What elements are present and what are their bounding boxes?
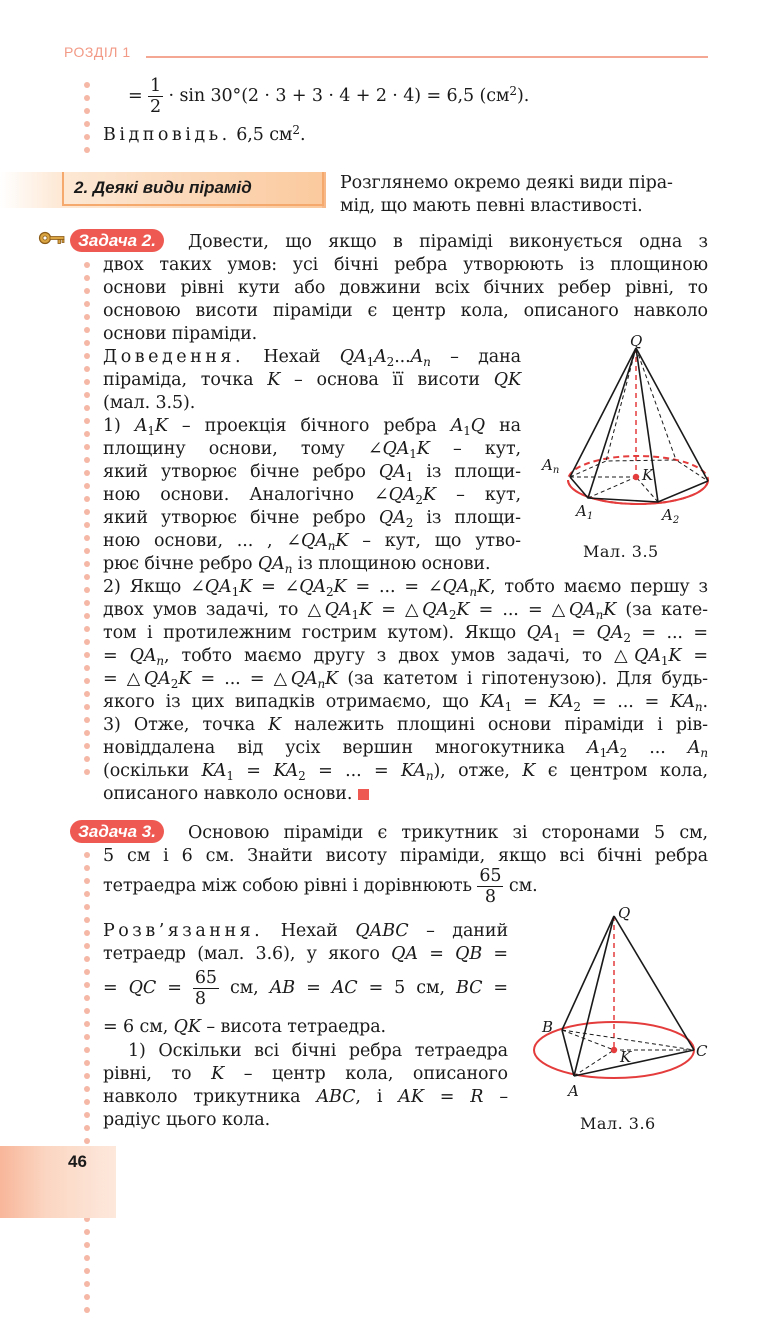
proof-line: = $QA_n$, тобто маємо другу з двох умов задачі, то $\triangle QA_1K$ = [103, 646, 708, 668]
pyramid-figure-3-5 [530, 330, 720, 530]
vertex-label-b: B [542, 1018, 554, 1036]
prev-answer: Відповідь. 6,5 $см^2$. [103, 123, 306, 145]
proof-line: ною основи, ... , $\angle QA_nK$ – кут, що утво- [103, 531, 521, 553]
solution-line: тетраедр (мал. 3.6), у якого QA = QB = [103, 944, 508, 964]
solution-line: = 6 см, QK – висота тетраедра. [103, 1017, 386, 1037]
proof-line: якого із цих випадків отримаємо, що $KA_1 = KA_2$ = ... = $KA_n$. [103, 692, 708, 714]
margin-dots [84, 852, 92, 1320]
vertex-label-a1: $A_1$ [576, 502, 594, 522]
vertex-label-an: $A_n$ [542, 456, 560, 476]
solution-line: рівні, то K – центр кола, описаного [103, 1064, 508, 1084]
figure-caption: Мал. 3.6 [580, 1114, 656, 1133]
solution-line: навколо трикутника ABC, і AK = R – [103, 1087, 508, 1107]
task2-statement-line: основи піраміди. [103, 324, 258, 344]
proof-line: (оскільки $KA_1 = KA_2$ = ... = $KA_n$), отже, K є центром кола, [103, 761, 708, 783]
prev-equation: = $\frac{1}{2}$ · sin 30°(2 · 3 + 3 · 4 + 2 · 4) = 6,5 $(см^2)$. [128, 76, 530, 117]
proof-line: новіддалена від усіх вершин многокутника $A_1A_2$ ... $A_n$ [103, 738, 708, 760]
task3-statement-line: тетраедра між собою рівні і дорівнюють $\frac{65}{8}$ см. [103, 866, 538, 907]
solution-line: радіус цього кола. [103, 1110, 271, 1130]
proof-line: 3) Отже, точка K належить площині основи піраміди і рів- [103, 715, 708, 735]
proof-line: = $\triangle QA_2K$ = ... = $\triangle QA_nK$ (за катетом і гіпотенузою). Для будь- [103, 669, 708, 691]
task3-badge: Задача 3. [70, 821, 164, 843]
task2-badge: Задача 2. [70, 230, 164, 252]
proof-line: 1) $A_1K$ – проекція бічного ребра $A_1Q$ на [103, 416, 521, 438]
key-icon [38, 228, 66, 248]
solution-line: 1) Оскільки всі бічні ребра тетраедра [128, 1041, 508, 1061]
vertex-label-k: K [642, 466, 654, 484]
proof-line: 2) Якщо $\angle QA_1K$ = $\angle QA_2K$ = ... = $\angle QA_nK$, тобто маємо першу з [103, 577, 709, 599]
task2-statement-line: основою висоти піраміди є центр кола, описаного навколо [103, 301, 708, 321]
vertex-label-a: A [568, 1082, 579, 1100]
chapter-label: РОЗДІЛ 1 [64, 44, 131, 60]
proof-line: який утворює бічне ребро $QA_2$ із площи- [103, 508, 521, 530]
task2-statement-line: основи рівні кути або довжини всіх бічних ребер рівні, то [103, 278, 708, 298]
task2-statement-line: двох таких умов: усі бічні ребра утворюють із площиною [103, 255, 708, 275]
page-number: 46 [68, 1152, 87, 1171]
end-of-proof-mark [358, 789, 369, 800]
proof-line: двох умов задачі, то $\triangle QA_1K$ = $\triangle QA_2K$ = ... = $\triangle QA_nK$ (за кате- [103, 600, 708, 622]
proof-line: піраміда, точка K – основа її висоти QK [103, 370, 522, 390]
solution-line: = QC = $\frac{65}{8}$ см, AB = AC = 5 см, BC = [103, 968, 508, 1009]
vertex-label-c: C [696, 1042, 708, 1060]
figure-caption: Мал. 3.5 [583, 542, 659, 561]
section-intro-line: мід, що мають певні властивості. [340, 196, 643, 216]
page-corner-block [0, 1146, 116, 1218]
vertex-label-q: Q [618, 904, 631, 922]
header-rule [146, 56, 708, 58]
proof-line: рює бічне ребро $QA_n$ із площиною основи. [103, 554, 491, 576]
proof-line: описаного навколо основи. [103, 783, 369, 806]
task3-statement-line: 5 см і 6 см. Знайти висоту піраміди, якщо всі бічні ребра [103, 846, 708, 866]
margin-dots [84, 262, 92, 782]
task3-statement-line: Основою піраміди є трикутник зі сторонами 5 см, [188, 823, 708, 843]
proof-line: том і протилежним гострим кутом). Якщо $QA_1 = QA_2$ = ... = [103, 623, 708, 645]
proof-line: який утворює бічне ребро $QA_1$ із площи- [103, 462, 521, 484]
section-title: 2. Деякі види пірамід [74, 178, 252, 197]
vertex-label-q: Q [630, 332, 643, 350]
proof-line: площину основи, тому $\angle QA_1K$ – кут, [103, 439, 521, 461]
margin-dots [84, 82, 92, 160]
task2-statement-line: Довести, що якщо в піраміді виконується одна з [188, 232, 708, 252]
solution-line: Розв’язання. Нехай QABC – даний [103, 921, 509, 941]
vertex-label-a2: $A_2$ [662, 506, 680, 526]
proof-line: (мал. 3.5). [103, 393, 196, 413]
vertex-label-k: K [620, 1048, 632, 1066]
tetrahedron-figure-3-6 [528, 900, 718, 1105]
proof-line: Доведення. Нехай $QA_1A_2...A_n$ – дана [103, 347, 521, 369]
section-intro-line: Розглянемо окремо деякі види піра- [340, 173, 673, 193]
proof-line: ною основи. Аналогічно $\angle QA_2K$ – кут, [103, 485, 521, 507]
